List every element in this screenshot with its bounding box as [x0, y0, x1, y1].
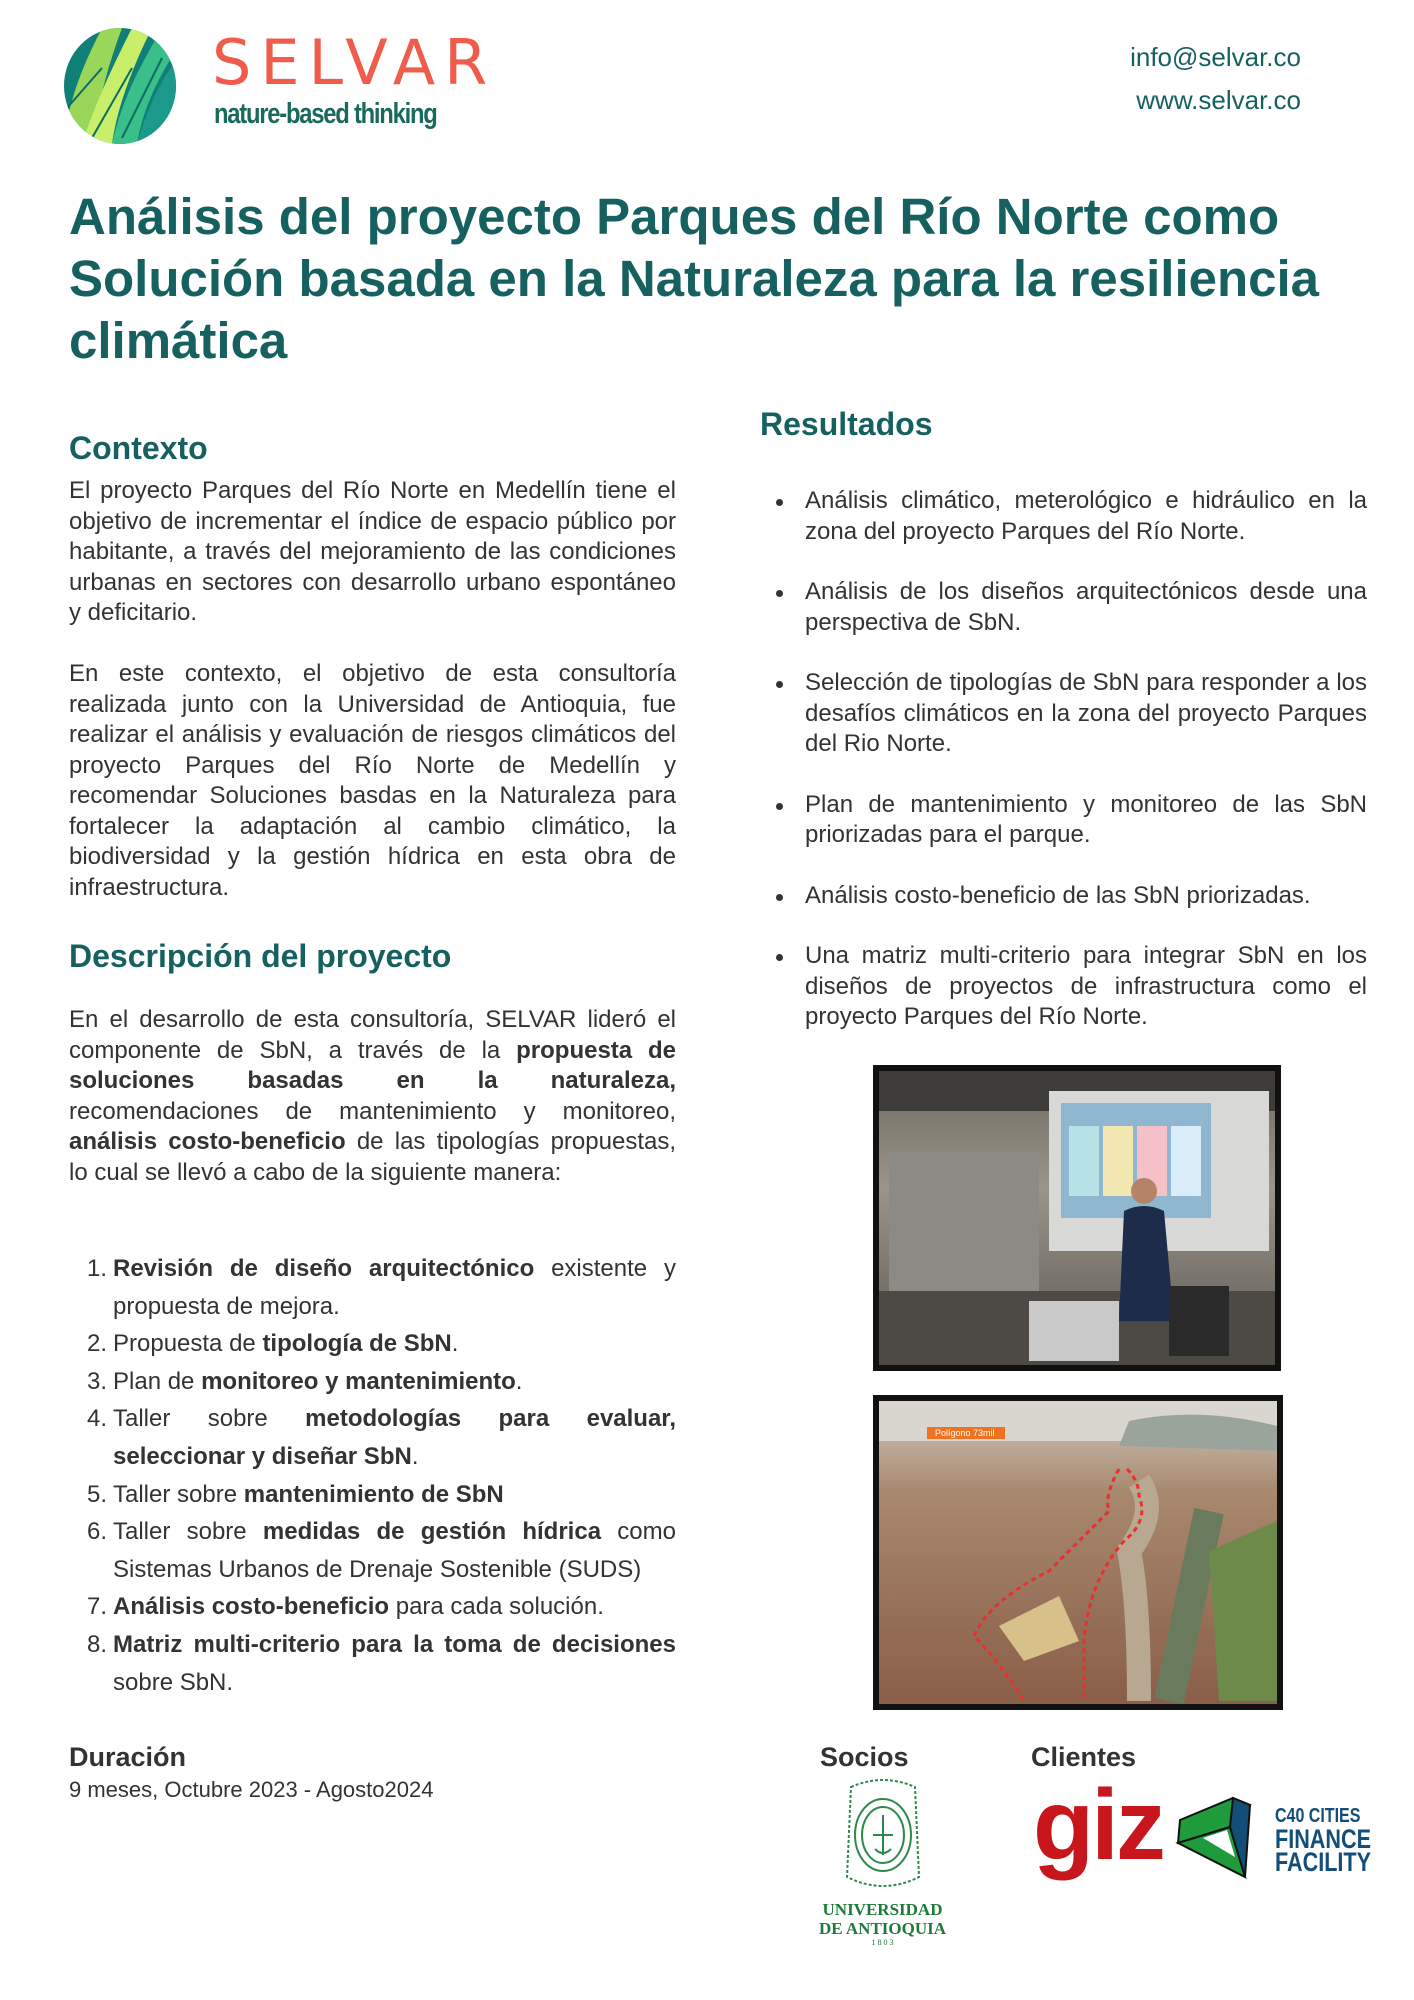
text-bold: metodologías para evaluar, seleccionar y diseñar SbN [113, 1405, 676, 1470]
descripcion-paragraph [69, 1005, 676, 1188]
text-bold: Análisis costo-beneficio [113, 1593, 390, 1621]
text: para cada solución. [389, 1593, 604, 1621]
udea-name-line1: UNIVERSIDAD [822, 1900, 943, 1919]
selvar-logo-icon [62, 28, 178, 144]
text: . [515, 1367, 523, 1395]
text: Propuesta de [113, 1330, 263, 1358]
page-title: Análisis del proyecto Parques del Río Norte como Solución basada en la Naturaleza para la resiliencia climática [69, 188, 1320, 369]
step-number: 8. [87, 1630, 108, 1658]
text-bold: mantenimiento de SbN [243, 1480, 504, 1508]
text-bold: propuesta de soluciones basadas en la naturaleza, [69, 1036, 676, 1094]
step-number: 3. [87, 1367, 108, 1395]
text-bold: monitoreo y mantenimiento [201, 1367, 516, 1395]
step-item [69, 1476, 676, 1514]
step-number: 1. [87, 1255, 108, 1282]
text: Taller sobre [113, 1518, 263, 1546]
brand-tagline: nature-based thinking [214, 98, 437, 130]
result-item: Análisis costo-beneficio de las SbN priorizadas. [760, 881, 1367, 912]
step-number: 7. [87, 1593, 108, 1621]
contexto-heading: Contexto [69, 430, 208, 466]
c40-line1: C40 CITIES [1275, 1805, 1361, 1827]
result-item: Análisis de los diseños arquitectónicos desde una perspectiva de SbN. [760, 577, 1367, 638]
text: sobre SbN. [113, 1668, 234, 1696]
c40-line2: FINANCE [1275, 1824, 1371, 1854]
step-number: 2. [87, 1330, 108, 1358]
duracion-value: 9 meses, Octubre 2023 - Agosto2024 [69, 1777, 434, 1802]
text-bold: Revisión de diseño arquitectónico [113, 1255, 535, 1282]
text: Plan de [113, 1367, 202, 1395]
step-item [69, 1250, 676, 1325]
text: de las tipologías propuestas, lo cual se llevó a cabo de la siguiente manera: [69, 1128, 676, 1186]
step-item [69, 1400, 676, 1475]
text-bold: tipología de SbN [262, 1330, 452, 1358]
step-number: 4. [87, 1405, 108, 1433]
text: . [451, 1330, 459, 1358]
text-bold: análisis costo-beneficio [69, 1128, 346, 1155]
c40-logo-text [1275, 1805, 1371, 1877]
text: Taller sobre [113, 1405, 306, 1433]
text: . [411, 1442, 419, 1470]
step-item [69, 1325, 676, 1363]
resultados-heading: Resultados [760, 406, 933, 442]
aerial-photo [873, 1395, 1283, 1710]
descripcion-heading: Descripción del proyecto [69, 938, 452, 974]
socios-heading: Socios [820, 1742, 909, 1772]
text-bold: medidas de gestión hídrica [262, 1518, 602, 1546]
c40-line3: FACILITY [1275, 1847, 1371, 1877]
udea-seal-icon [841, 1777, 925, 1895]
website-link[interactable]: www.selvar.co [1136, 85, 1301, 115]
resultados-list [760, 486, 1367, 1063]
workshop-photo [873, 1065, 1281, 1371]
step-number: 5. [87, 1480, 108, 1508]
step-item [69, 1363, 676, 1401]
email-link[interactable]: info@selvar.co [1130, 42, 1301, 72]
step-number: 6. [87, 1518, 108, 1546]
result-item: Análisis climático, meterológico e hidráulico en la zona del proyecto Parques del Río Norte. [760, 486, 1367, 547]
clientes-heading: Clientes [1031, 1742, 1137, 1772]
aerial-photo-label: Polígono 73mil [927, 1427, 1005, 1439]
contexto-paragraph-1: El proyecto Parques del Río Norte en Medellín tiene el objetivo de incrementar el índice de espacio público por habitante, a través del mejoramiento de las condiciones urbanas en sectores con desarrollo urbano espontáneo y deficitario. [69, 477, 676, 626]
text: recomendaciones de mantenimiento y monitoreo, [69, 1097, 676, 1125]
result-item: Una matriz multi-criterio para integrar SbN en los diseños de proyectos de infrastructura como el proyecto Parques del Río Norte. [760, 941, 1367, 1033]
text: Taller sobre [113, 1480, 244, 1508]
step-item [69, 1588, 676, 1626]
steps-list [69, 1250, 676, 1701]
result-item: Selección de tipologías de SbN para responder a los desafíos climáticos en la zona del proyecto Parques del Rio Norte. [760, 668, 1367, 760]
duracion-heading: Duración [69, 1742, 187, 1772]
text: como Sistemas Urbanos de Drenaje Sostenible (SUDS) [113, 1518, 676, 1583]
giz-logo: giz [1033, 1769, 1163, 1881]
text: En el desarrollo de esta consultoría, SELVAR lideró el componente de SbN, a través de la [69, 1006, 676, 1064]
text: existente y propuesta de mejora. [113, 1255, 676, 1320]
result-item: Plan de mantenimiento y monitoreo de las SbN priorizadas para el parque. [760, 790, 1367, 851]
brand-name: SELVAR [212, 26, 497, 99]
udea-name-line2: DE ANTIOQUIA [818, 1919, 947, 1938]
udea-year: 1 8 0 3 [871, 1938, 894, 1947]
contexto-paragraph-2: En este contexto, el objetivo de esta consultoría realizada junto con la Universidad de Antioquia, fue realizar el análisis y evaluación de riesgos climáticos del proyecto Parques del Río Norte de Medellín y recomendar Soluciones basdas en la Naturaleza para fortalecer la adaptación al cambio climático, la biodiversidad y la gestión hídrica en esta obra de infraestructura. [69, 660, 676, 901]
text-bold: Matriz multi-criterio para la toma de decisiones [113, 1630, 676, 1658]
c40-logo-icon [1175, 1795, 1270, 1885]
step-item [69, 1626, 676, 1701]
udea-logo [815, 1777, 950, 1947]
step-item [69, 1513, 676, 1588]
